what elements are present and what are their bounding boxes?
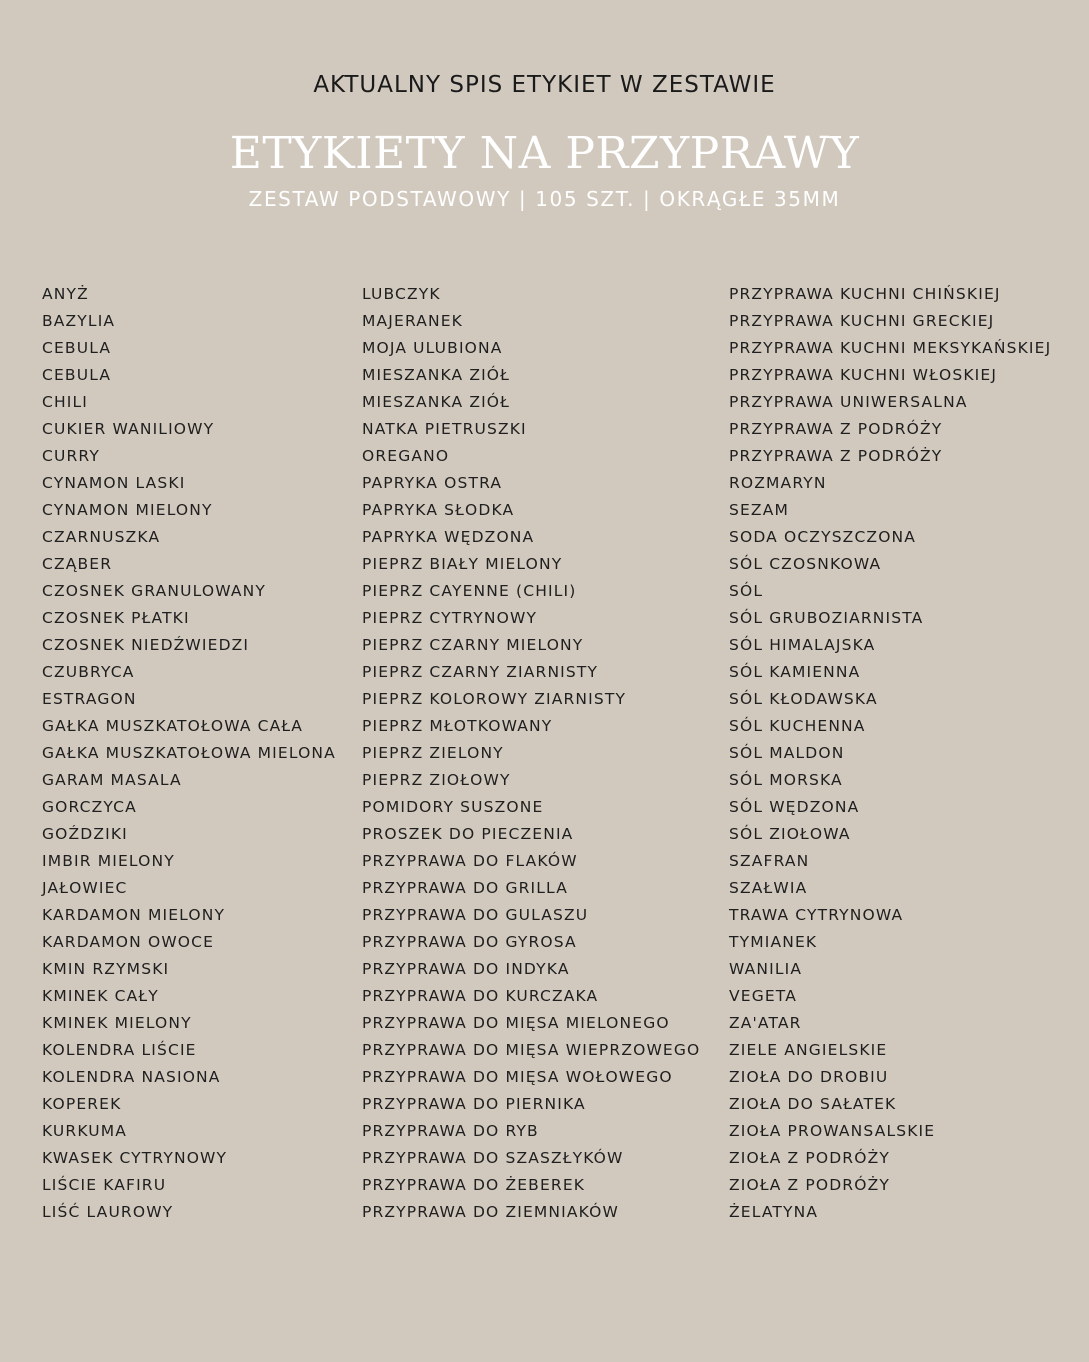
list-item: ZIELE ANGIELSKIE [729, 1041, 888, 1059]
list-item: CZARNUSZKA [42, 528, 161, 546]
list-item: PIEPRZ KOLOROWY ZIARNISTY [362, 690, 627, 708]
list-item: PAPRYKA OSTRA [362, 474, 503, 492]
list-item: SÓL [729, 582, 764, 600]
list-item: POMIDORY SUSZONE [362, 798, 544, 816]
list-item: KOPEREK [42, 1095, 122, 1113]
list-item: SÓL GRUBOZIARNISTA [729, 609, 924, 627]
list-item: WANILIA [729, 960, 803, 978]
list-item: GAŁKA MUSZKATOŁOWA MIELONA [42, 744, 336, 762]
list-item: ZA'ATAR [729, 1014, 802, 1032]
list-item: PRZYPRAWA Z PODRÓŻY [729, 420, 943, 438]
list-item: SÓL HIMALAJSKA [729, 636, 876, 654]
list-item: VEGETA [729, 987, 797, 1005]
list-item: KMINEK CAŁY [42, 987, 159, 1005]
list-item: TYMIANEK [729, 933, 818, 951]
list-item: KARDAMON OWOCE [42, 933, 215, 951]
list-item: SÓL WĘDZONA [729, 798, 860, 816]
list-item: CZĄBER [42, 555, 113, 573]
list-item: PRZYPRAWA DO MIĘSA MIELONEGO [362, 1014, 670, 1032]
list-item: CZUBRYCA [42, 663, 135, 681]
list-item: SÓL KUCHENNA [729, 717, 866, 735]
list-item: LUBCZYK [362, 285, 441, 303]
list-item: GOŹDZIKI [42, 825, 128, 843]
list-item: PIEPRZ CYTRYNOWY [362, 609, 538, 627]
list-item: ZIOŁA Z PODRÓŻY [729, 1176, 890, 1194]
list-item: PIEPRZ MŁOTKOWANY [362, 717, 553, 735]
list-item: CUKIER WANILIOWY [42, 420, 215, 438]
list-item: PRZYPRAWA DO MIĘSA WOŁOWEGO [362, 1068, 673, 1086]
list-item: PRZYPRAWA DO RYB [362, 1122, 539, 1140]
list-item: CURRY [42, 447, 100, 465]
list-item: TRAWA CYTRYNOWA [729, 906, 904, 924]
list-item: ZIOŁA DO DROBIU [729, 1068, 889, 1086]
list-item: CYNAMON MIELONY [42, 501, 213, 519]
list-item: SODA OCZYSZCZONA [729, 528, 917, 546]
list-item: OREGANO [362, 447, 450, 465]
list-item: KOLENDRA NASIONA [42, 1068, 221, 1086]
list-item: PRZYPRAWA DO KURCZAKA [362, 987, 599, 1005]
list-item: SÓL KŁODAWSKA [729, 690, 878, 708]
pre-title: AKTUALNY SPIS ETYKIET W ZESTAWIE [313, 72, 776, 98]
list-item: SÓL MALDON [729, 744, 845, 762]
list-item: SÓL KAMIENNA [729, 663, 861, 681]
list-item: PRZYPRAWA DO FLAKÓW [362, 852, 578, 870]
list-item: PIEPRZ ZIELONY [362, 744, 504, 762]
list-item: ŻELATYNA [729, 1203, 819, 1221]
list-item: MAJERANEK [362, 312, 463, 330]
list-item: KMINEK MIELONY [42, 1014, 192, 1032]
subtitle: ZESTAW PODSTAWOWY | 105 SZT. | OKRĄGŁE 35MM [248, 187, 841, 211]
list-item: ANYŻ [42, 285, 89, 303]
list-item: IMBIR MIELONY [42, 852, 175, 870]
list-item: PIEPRZ ZIOŁOWY [362, 771, 511, 789]
list-item: ZIOŁA PROWANSALSKIE [729, 1122, 936, 1140]
list-item: PRZYPRAWA DO ZIEMNIAKÓW [362, 1203, 619, 1221]
list-item: PROSZEK DO PIECZENIA [362, 825, 574, 843]
list-item: ZIOŁA Z PODRÓŻY [729, 1149, 890, 1167]
list-item: MOJA ULUBIONA [362, 339, 503, 357]
list-item: BAZYLIA [42, 312, 116, 330]
list-item: ESTRAGON [42, 690, 137, 708]
list-item: SÓL ZIOŁOWA [729, 825, 851, 843]
list-item: PAPRYKA SŁODKA [362, 501, 515, 519]
list-item: PRZYPRAWA DO INDYKA [362, 960, 570, 978]
list-item: SÓL CZOSNKOWA [729, 555, 882, 573]
label-list-column-2 [362, 281, 700, 1226]
list-item: GORCZYCA [42, 798, 137, 816]
page-title: ETYKIETY NA PRZYPRAWY [229, 128, 860, 179]
list-item: CEBULA [42, 366, 112, 384]
list-item: NATKA PIETRUSZKI [362, 420, 527, 438]
list-item: KARDAMON MIELONY [42, 906, 226, 924]
list-item: ROZMARYN [729, 474, 827, 492]
label-list-column-3 [729, 281, 1051, 1226]
list-item: KOLENDRA LIŚCIE [42, 1041, 197, 1059]
list-item: PIEPRZ CAYENNE (CHILI) [362, 582, 577, 600]
list-item: PIEPRZ BIAŁY MIELONY [362, 555, 563, 573]
list-item: SZAŁWIA [729, 879, 808, 897]
list-item: JAŁOWIEC [42, 879, 128, 897]
list-item: CZOSNEK NIEDŹWIEDZI [42, 636, 250, 654]
list-item: LIŚCIE KAFIRU [42, 1176, 167, 1194]
list-item: PRZYPRAWA KUCHNI WŁOSKIEJ [729, 366, 998, 384]
list-item: PRZYPRAWA DO MIĘSA WIEPRZOWEGO [362, 1041, 701, 1059]
list-item: KMIN RZYMSKI [42, 960, 170, 978]
list-item: KURKUMA [42, 1122, 127, 1140]
list-item: SZAFRAN [729, 852, 810, 870]
list-item: PRZYPRAWA Z PODRÓŻY [729, 447, 943, 465]
list-item: PIEPRZ CZARNY ZIARNISTY [362, 663, 599, 681]
list-item: PRZYPRAWA KUCHNI CHIŃSKIEJ [729, 285, 1001, 303]
list-item: PRZYPRAWA KUCHNI GRECKIEJ [729, 312, 995, 330]
list-item: MIESZANKA ZIÓŁ [362, 393, 511, 411]
list-item: PIEPRZ CZARNY MIELONY [362, 636, 584, 654]
list-item: GAŁKA MUSZKATOŁOWA CAŁA [42, 717, 303, 735]
list-item: PRZYPRAWA DO GYROSA [362, 933, 577, 951]
list-item: PRZYPRAWA DO GULASZU [362, 906, 589, 924]
list-item: CHILI [42, 393, 89, 411]
list-item: CZOSNEK GRANULOWANY [42, 582, 266, 600]
list-item: PRZYPRAWA KUCHNI MEKSYKAŃSKIEJ [729, 339, 1052, 357]
list-item: CEBULA [42, 339, 112, 357]
list-item: SÓL MORSKA [729, 771, 843, 789]
list-item: PRZYPRAWA DO ŻEBEREK [362, 1176, 586, 1194]
list-item: KWASEK CYTRYNOWY [42, 1149, 228, 1167]
list-item: PRZYPRAWA DO GRILLA [362, 879, 568, 897]
list-item: PAPRYKA WĘDZONA [362, 528, 535, 546]
list-item: PRZYPRAWA UNIWERSALNA [729, 393, 968, 411]
list-item: CYNAMON LASKI [42, 474, 186, 492]
list-item: PRZYPRAWA DO SZASZŁYKÓW [362, 1149, 624, 1167]
list-item: SEZAM [729, 501, 789, 519]
list-item: LIŚĆ LAUROWY [42, 1203, 174, 1221]
list-item: GARAM MASALA [42, 771, 182, 789]
list-item: CZOSNEK PŁATKI [42, 609, 190, 627]
list-item: ZIOŁA DO SAŁATEK [729, 1095, 897, 1113]
list-item: PRZYPRAWA DO PIERNIKA [362, 1095, 586, 1113]
label-list-column-1 [42, 281, 336, 1226]
list-item: MIESZANKA ZIÓŁ [362, 366, 511, 384]
